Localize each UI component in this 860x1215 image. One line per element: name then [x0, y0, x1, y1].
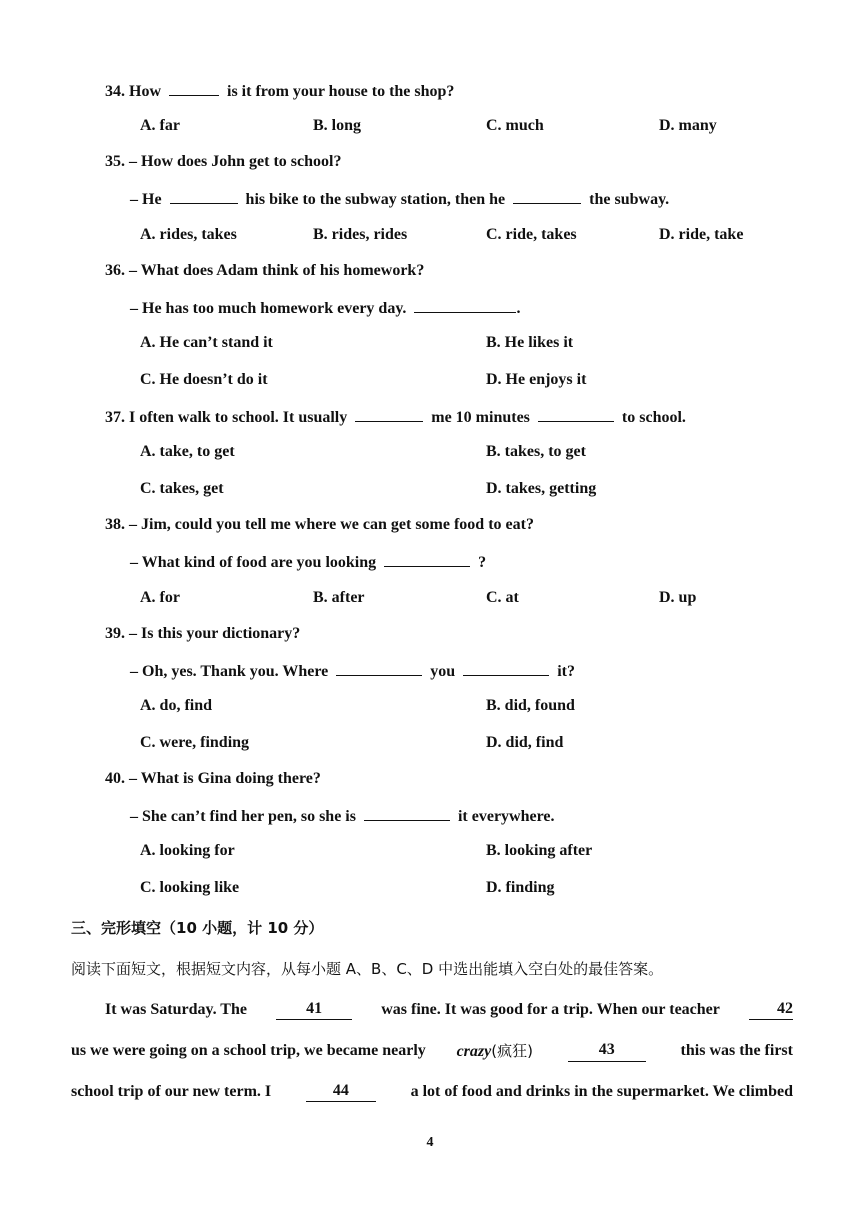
question-number: 39. [105, 625, 125, 642]
answer-blank [463, 660, 549, 676]
option-a: A. for [140, 589, 180, 606]
option-b: B. after [313, 589, 365, 606]
question-40-stem: 40. – What is Gina doing there? [105, 770, 321, 787]
option-a: A. He can’t stand it [140, 334, 273, 351]
gap-44: 44 [306, 1082, 376, 1102]
question-number: 40. [105, 770, 125, 787]
option-c: C. much [486, 117, 544, 134]
option-c: C. at [486, 589, 519, 606]
question-number: 36. [105, 262, 125, 279]
question-number: 35. [105, 153, 125, 170]
question-36-answer-line: – He has too much homework every day. . [130, 297, 520, 319]
gap-43: 43 [568, 1041, 646, 1062]
question-34-stem: 34. How is it from your house to the shop? [105, 80, 454, 102]
question-39-answer-line: – Oh, yes. Thank you. Where you it? [130, 660, 575, 682]
answer-blank [169, 80, 219, 96]
question-35-stem: 35. – How does John get to school? [105, 153, 342, 170]
option-b: B. looking after [486, 842, 593, 859]
question-38-answer-line: – What kind of food are you looking ? [130, 551, 486, 573]
option-c: C. were, finding [140, 734, 250, 751]
question-36-stem: 36. – What does Adam think of his homework? [105, 262, 425, 279]
answer-blank [384, 551, 470, 567]
option-a: A. take, to get [140, 443, 235, 460]
option-d: D. many [659, 117, 717, 134]
option-c: C. ride, takes [486, 226, 577, 243]
question-35-answer-line: – He his bike to the subway station, then he the subway. [130, 188, 669, 210]
gap-41: 41 [276, 1000, 352, 1020]
option-d: D. did, find [486, 734, 564, 751]
option-b: B. rides, rides [313, 226, 408, 243]
question-37-stem: 37. I often walk to school. It usually me 10 minutes to school. [105, 406, 686, 428]
option-a: A. far [140, 117, 180, 134]
option-a: A. looking for [140, 842, 235, 859]
option-a: A. rides, takes [140, 226, 237, 243]
option-c: C. He doesn’t do it [140, 371, 268, 388]
option-d: D. takes, getting [486, 480, 597, 497]
option-b: B. did, found [486, 697, 575, 714]
option-b: B. takes, to get [486, 443, 586, 460]
answer-blank [170, 188, 238, 204]
option-b: B. He likes it [486, 334, 574, 351]
option-b: B. long [313, 117, 362, 134]
question-40-answer-line: – She can’t find her pen, so she is it everywhere. [130, 805, 555, 827]
passage-line-3: school trip of our new term. I 44 a lot of food and drinks in the supermarket. We climbed [71, 1082, 793, 1100]
passage-line-1: It was Saturday. The 41 was fine. It was good for a trip. When our teacher 42 [105, 1000, 793, 1018]
option-c: C. takes, get [140, 480, 224, 497]
answer-blank [414, 297, 516, 313]
answer-blank [336, 660, 422, 676]
italic-word: crazy [456, 1043, 492, 1060]
gap-42: 42 [749, 1000, 793, 1020]
question-number: 38. [105, 516, 125, 533]
option-d: D. up [659, 589, 697, 606]
option-d: D. He enjoys it [486, 371, 587, 388]
question-39-stem: 39. – Is this your dictionary? [105, 625, 301, 642]
option-d: D. ride, take [659, 226, 744, 243]
answer-blank [538, 406, 614, 422]
page-number: 4 [426, 1135, 434, 1150]
passage-line-2: us we were going on a school trip, we became nearly crazy(疯狂) 43 this was the first [71, 1041, 793, 1060]
option-c: C. looking like [140, 879, 240, 896]
question-38-stem: 38. – Jim, could you tell me where we can get some food to eat? [105, 516, 534, 533]
answer-blank [364, 805, 450, 821]
option-a: A. do, find [140, 697, 213, 714]
question-number: 34. [105, 83, 125, 100]
option-d: D. finding [486, 879, 555, 896]
answer-blank [355, 406, 423, 422]
section-instruction: 阅读下面短文，根据短文内容，从每小题 A、B、C、D 中选出能填入空白处的最佳答案。 [71, 960, 664, 978]
question-number: 37. [105, 409, 125, 426]
section-heading: 三、完形填空（10 小题，计 10 分） [71, 919, 324, 937]
answer-blank [513, 188, 581, 204]
